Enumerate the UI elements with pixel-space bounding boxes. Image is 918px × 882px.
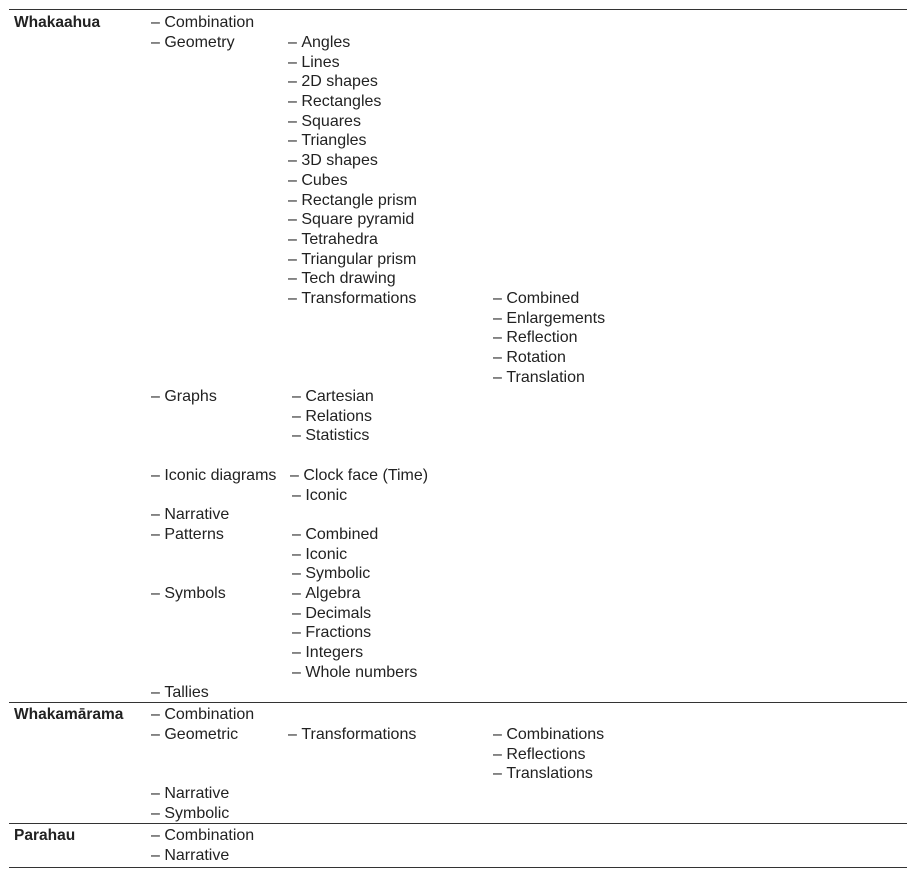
- list-level1: [151, 826, 254, 865]
- list-item: – Integers: [292, 643, 417, 663]
- top-rule: [9, 9, 907, 10]
- list-item: – Tech drawing: [288, 269, 417, 289]
- list-item: – Symbolic: [151, 804, 229, 824]
- list-item: – Combination: [151, 13, 254, 33]
- list-level1: [151, 784, 229, 823]
- list-item: – Combined: [493, 289, 605, 309]
- geometry-sublist: [288, 33, 417, 309]
- list-item: – Whole numbers: [292, 663, 417, 683]
- list-item: – Lines: [288, 53, 417, 73]
- list-level1: [151, 505, 229, 544]
- patterns-sublist: [292, 525, 378, 584]
- list-item: – Reflections: [493, 745, 604, 765]
- list-item: – Angles: [288, 33, 417, 53]
- list-item: – Translations: [493, 764, 604, 784]
- graphs-sublist: [292, 387, 374, 446]
- list-item: – Square pyramid: [288, 210, 417, 230]
- list-item: – Cubes: [288, 171, 417, 191]
- list-item: – Decimals: [292, 604, 417, 624]
- list-item: – Relations: [292, 407, 374, 427]
- list-item: – Patterns: [151, 525, 229, 545]
- section-divider: [9, 823, 907, 824]
- transformations-sublist: [493, 289, 605, 387]
- list-item: – Rectangles: [288, 92, 417, 112]
- geometric-sublist: [288, 725, 416, 745]
- list-item: – Iconic: [292, 545, 378, 565]
- row-label-whakaahua: Whakaahua: [14, 14, 101, 31]
- list-item: – Reflection: [493, 328, 605, 348]
- list-item: – Narrative: [151, 784, 229, 804]
- list-item: – Fractions: [292, 623, 417, 643]
- list-item: – Iconic: [292, 486, 347, 506]
- list-level1: [151, 13, 254, 52]
- list-item: – Symbolic: [292, 564, 378, 584]
- list-item: – Cartesian: [292, 387, 374, 407]
- list-item: – Geometry: [151, 33, 254, 53]
- list-item: – 3D shapes: [288, 151, 417, 171]
- section-divider: [9, 702, 907, 703]
- iconic-sublist: [292, 486, 347, 506]
- list-item: – Triangles: [288, 131, 417, 151]
- list-item: – Tallies: [151, 683, 209, 703]
- list-item: – Triangular prism: [288, 250, 417, 270]
- iconic-sublist-first: [290, 466, 428, 486]
- list-item: – Geometric: [151, 725, 254, 745]
- symbols-sublist: [292, 584, 417, 682]
- list-item: – Iconic diagrams: [151, 466, 276, 486]
- row-label-whakamarama: Whakamārama: [14, 706, 124, 723]
- list-item: – Combination: [151, 705, 254, 725]
- list-item: – Statistics: [292, 426, 374, 446]
- list-item: – Translation: [493, 368, 605, 388]
- list-level1: [151, 387, 217, 407]
- list-item: – Combined: [292, 525, 378, 545]
- list-item: – Clock face (Time): [290, 466, 428, 486]
- list-level1: [151, 466, 276, 486]
- transformations-sublist: [493, 725, 604, 784]
- list-item: – Narrative: [151, 505, 229, 525]
- list-item: – Symbols: [151, 584, 226, 604]
- bottom-rule: [9, 867, 907, 868]
- list-item: – Combination: [151, 826, 254, 846]
- list-item: – Tetrahedra: [288, 230, 417, 250]
- list-item: – Transformations: [288, 725, 416, 745]
- list-item: – Algebra: [292, 584, 417, 604]
- list-level1: [151, 584, 226, 604]
- list-item: – Narrative: [151, 846, 254, 866]
- list-item: – Transformations: [288, 289, 417, 309]
- list-level1: [151, 683, 209, 703]
- list-item: – Enlargements: [493, 309, 605, 329]
- list-level1: [151, 705, 254, 744]
- list-item: – 2D shapes: [288, 72, 417, 92]
- list-item: – Graphs: [151, 387, 217, 407]
- list-item: – Squares: [288, 112, 417, 132]
- list-item: – Rotation: [493, 348, 605, 368]
- row-label-parahau: Parahau: [14, 827, 76, 844]
- list-item: – Rectangle prism: [288, 191, 417, 211]
- list-item: – Combinations: [493, 725, 604, 745]
